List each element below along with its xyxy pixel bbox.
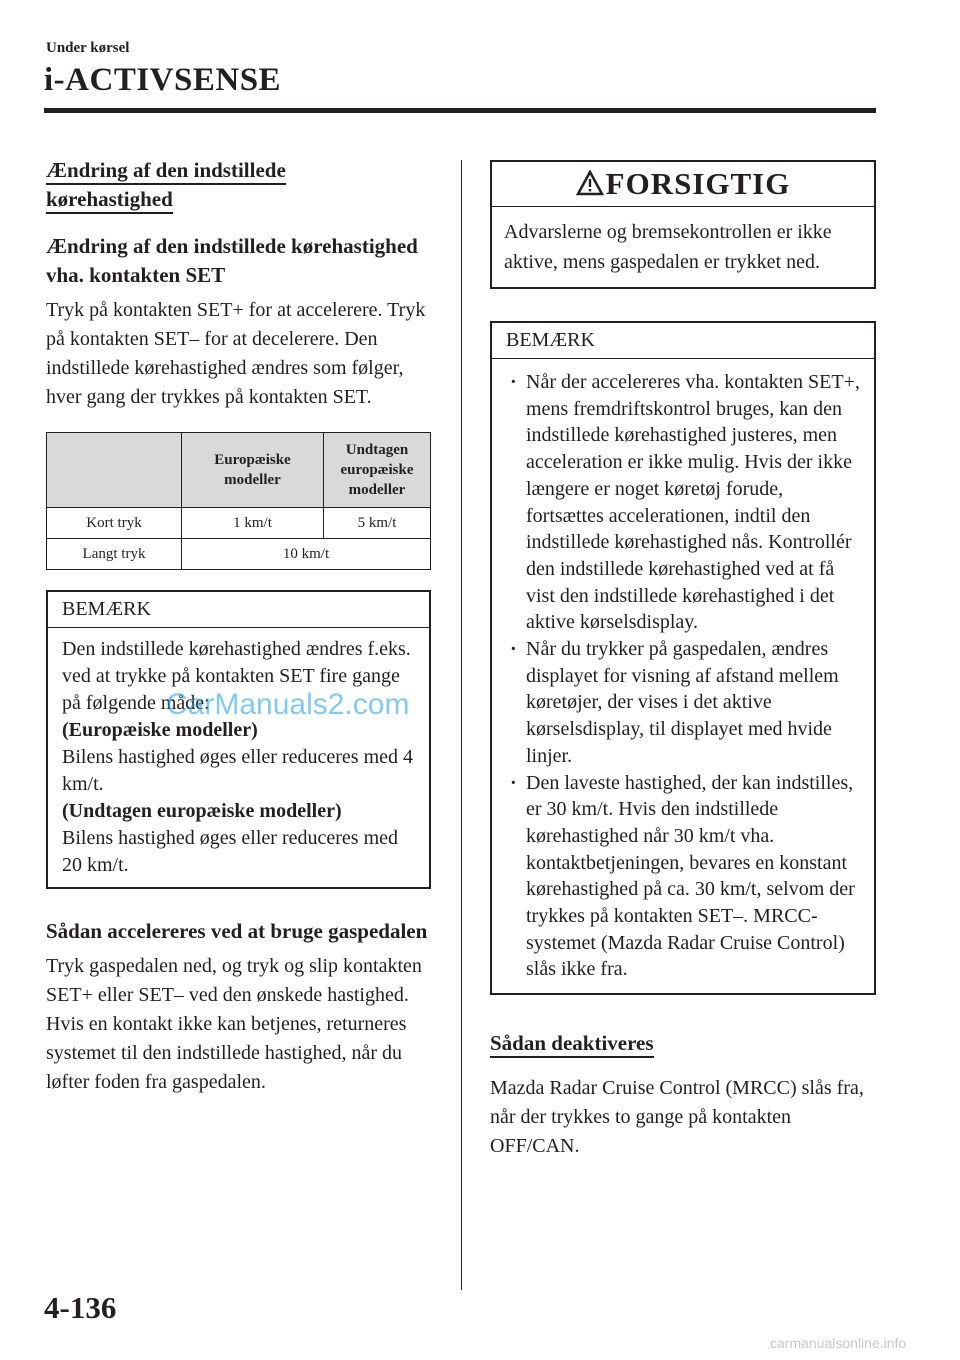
- caution-title-text: FORSIGTIG: [605, 166, 791, 201]
- table-cell: Kort tryk: [47, 508, 182, 539]
- table-cell: 10 km/t: [182, 539, 431, 570]
- note-title: BEMÆRK: [48, 592, 429, 628]
- section-heading-line1: Ændring af den indstillede: [46, 158, 286, 185]
- caution-text: Advarslerne og bremsekontrollen er ikke aktive, mens gaspedalen er trykket ned.: [504, 221, 832, 273]
- note-bullet-list: [506, 369, 860, 983]
- note-bullet: · Når du trykker på gaspedalen, ændres displayet for visning af afstand mellem køretøjer, der vises i det aktive kørselsdisplay, til displayet med hvide linjer.: [506, 636, 860, 770]
- table-header-empty: [47, 433, 182, 508]
- page-number: 4-136: [44, 1290, 117, 1325]
- note-intro: Den indstillede kørehastighed ændres f.eks. ved at trykke på kontakten SET fire gange på følgende måde:: [62, 638, 411, 714]
- caution-title: [492, 162, 874, 207]
- header-rule: [44, 108, 876, 113]
- note-bullet: · Den laveste hastighed, der kan indstilles, er 30 km/t. Hvis den indstillede kørehastighed når 30 km/t vha. kontaktbetjeningen, bevares en konstant kørehastighed på ca. 30 km/t, selvom der trykkes på kontakten SET–. MRCC-systemet (Mazda Radar Cruise Control) slås ikke fra.: [506, 770, 860, 984]
- section-heading: [46, 158, 431, 216]
- note-eu-label: (Europæiske modeller): [62, 719, 258, 741]
- section-heading-line2: kørehastighed: [46, 187, 173, 214]
- table-cell: Langt tryk: [47, 539, 182, 570]
- section-label: Under kørsel: [46, 40, 130, 56]
- deactivate-heading: [490, 1031, 876, 1058]
- table-cell: 1 km/t: [182, 508, 324, 539]
- subheading-accelerator: Sådan accelereres ved at bruge gaspedalen: [46, 919, 428, 943]
- deactivate-heading-text: Sådan deaktiveres: [490, 1031, 654, 1058]
- note-eu-text: Bilens hastighed øges eller reduceres med 4 km/t.: [62, 746, 413, 795]
- subheading-set-switch: Ændring af den indstillede kørehastighed vha. kontakten SET: [46, 234, 418, 287]
- note-body: [48, 628, 429, 887]
- note-non-eu-label: (Undtagen europæiske modeller): [62, 800, 342, 822]
- table-row: [47, 508, 431, 539]
- speed-increment-table: [46, 432, 431, 570]
- table-row: [47, 539, 431, 570]
- table-cell: 5 km/t: [324, 508, 431, 539]
- page-title: i-ACTIVSENSE: [44, 62, 282, 98]
- footer-site-link[interactable]: carmanualsonline.info: [770, 1335, 907, 1351]
- note-body-right: [492, 359, 874, 993]
- note-non-eu-text: Bilens hastighed øges eller reduceres med 20 km/t.: [62, 827, 398, 876]
- note-title-right: BEMÆRK: [492, 323, 874, 359]
- table-header-non-european: Undtagen europæiske modeller: [324, 433, 431, 508]
- column-divider: [461, 160, 462, 1290]
- warning-triangle-icon: [576, 170, 604, 196]
- right-column: [490, 160, 876, 1161]
- left-column: [46, 158, 431, 1097]
- deactivate-paragraph: Mazda Radar Cruise Control (MRCC) slås fra, når der trykkes to gange på kontakten OFF/CAN.: [490, 1077, 864, 1158]
- table-header-european: Europæiske modeller: [182, 433, 324, 508]
- note-box: [46, 590, 431, 889]
- watermark-logo: CarManuals2.com: [166, 688, 410, 721]
- note-box-right: [490, 321, 876, 995]
- note-bullet: · Når der accelereres vha. kontakten SET+, mens fremdriftskontrol bruges, kan den indstillede kørehastighed justeres, men acceleration er ikke mulig. Hvis der ikke længere er noget køretøj forude, fortsættes accelerationen, indtil den indstillede kørehastighed nås. Kontrollér den indstillede kørehastighed ved at få vist den indstillede kørehastighed i det aktive kørselsdisplay.: [506, 369, 860, 636]
- paragraph-accelerator: Tryk gaspedalen ned, og tryk og slip kontakten SET+ eller SET– ved den ønskede hastighed. Hvis en kontakt ikke kan betjenes, returneres systemet til den indstillede hastighed, når du løfter foden fra gaspedalen.: [46, 955, 422, 1093]
- table-header-row: [47, 433, 431, 508]
- caution-box: [490, 160, 876, 289]
- paragraph-set-switch: Tryk på kontakten SET+ for at accelerere. Tryk på kontakten SET– for at decelerere. Den indstillede kørehastighed ændres som følger, hver gang der trykkes på kontakten SET.: [46, 299, 426, 408]
